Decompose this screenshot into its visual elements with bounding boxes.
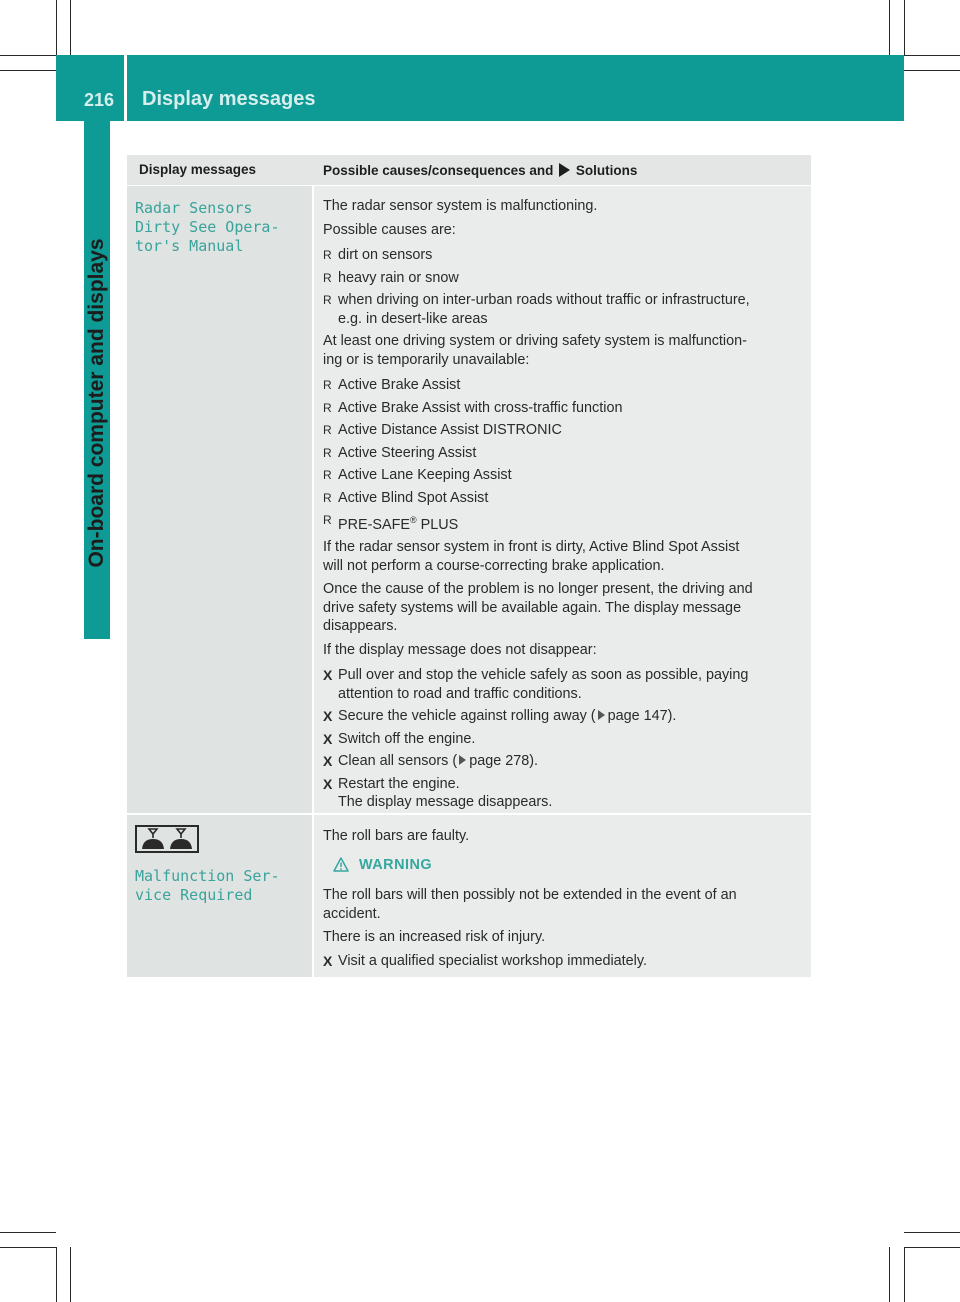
roll-bar-icon bbox=[135, 825, 199, 853]
recovery-note: Once the cause of the problem is no longer present, the driving and drive safety systems will be available again. The display message disappears. bbox=[323, 581, 753, 635]
systems-intro: At least one driving system or driving safety system is malfunction- ing or is temporarily unavailable: bbox=[323, 333, 747, 368]
instruction-step: X Clean all sensors ( page 278). bbox=[323, 753, 538, 770]
message-description bbox=[314, 815, 811, 977]
page-ref-link[interactable]: page 278). bbox=[469, 753, 538, 770]
display-messages-table bbox=[127, 155, 811, 979]
column-header-causes: Possible causes/consequences and bbox=[323, 163, 554, 178]
instruction-step: X Restart the engine. The display message disappears. bbox=[323, 775, 553, 811]
dirty-sensor-note: If the radar sensor system in front is dirty, Active Blind Spot Assist will not perform a course-correcting brake application. bbox=[323, 539, 740, 574]
column-header-solutions bbox=[314, 155, 811, 185]
bullet-icon: R bbox=[323, 400, 332, 415]
side-tab-marker bbox=[84, 584, 110, 639]
step-icon: X bbox=[323, 952, 333, 969]
step-icon: X bbox=[323, 775, 333, 792]
crop-mark bbox=[889, 1247, 890, 1302]
bullet-icon: R bbox=[323, 270, 332, 285]
bullet-icon: R bbox=[323, 248, 332, 262]
list-item: R dirt on sensors bbox=[323, 247, 433, 263]
display-message bbox=[127, 815, 314, 977]
bullet-icon: R bbox=[323, 468, 332, 482]
table-header bbox=[127, 155, 811, 186]
crop-mark bbox=[0, 1232, 56, 1233]
crop-mark bbox=[0, 1247, 56, 1248]
list-item: R Active Lane Keeping Assist bbox=[323, 467, 512, 483]
step-icon: X bbox=[323, 708, 333, 725]
list-item: R Active Distance Assist DISTRONIC bbox=[323, 422, 562, 438]
crop-mark bbox=[70, 0, 71, 55]
message-line: Dirty See Opera‐ bbox=[135, 218, 280, 236]
warning-heading bbox=[333, 856, 803, 875]
message-line: tor's Manual bbox=[135, 237, 244, 255]
crop-mark bbox=[904, 0, 905, 55]
display-message bbox=[127, 186, 314, 813]
column-header-solutions-label: Solutions bbox=[575, 163, 638, 178]
header-divider bbox=[124, 55, 127, 121]
list-item: R heavy rain or snow bbox=[323, 269, 459, 286]
list-item: R Active Blind Spot Assist bbox=[323, 489, 489, 506]
page-number: 216 bbox=[84, 90, 115, 110]
bullet-icon: R bbox=[323, 293, 332, 307]
crop-mark bbox=[904, 70, 960, 71]
instruction-step: X Secure the vehicle against rolling away ( page 147). bbox=[323, 708, 677, 725]
crop-mark bbox=[0, 70, 56, 71]
step-icon: X bbox=[323, 753, 333, 770]
persist-note: If the display message does not disappear: bbox=[323, 641, 597, 658]
crop-mark bbox=[904, 1247, 905, 1302]
intro-text: The radar sensor system is malfunctioning. bbox=[323, 198, 598, 214]
crop-mark bbox=[889, 0, 890, 55]
message-line: Radar Sensors bbox=[135, 199, 253, 217]
bullet-icon: R bbox=[323, 513, 332, 527]
bullet-icon: R bbox=[323, 423, 332, 437]
step-icon: X bbox=[323, 667, 333, 684]
chapter-label: On-board computer and displays bbox=[85, 238, 108, 568]
page-ref-icon bbox=[459, 755, 466, 765]
page-title: Display messages bbox=[142, 88, 316, 110]
list-item: R Active Steering Assist bbox=[323, 444, 477, 461]
crop-mark bbox=[904, 55, 960, 56]
crop-mark bbox=[70, 1247, 71, 1302]
list-item: R Active Brake Assist with cross-traffic function bbox=[323, 399, 623, 416]
message-description bbox=[314, 186, 811, 813]
intro-text: The roll bars are faulty. bbox=[323, 828, 470, 844]
crop-mark bbox=[56, 1247, 57, 1302]
bullet-icon: R bbox=[323, 378, 332, 392]
bullet-icon: R bbox=[323, 490, 332, 505]
list-item: R Active Brake Assist bbox=[323, 377, 461, 393]
warning-label: WARNING bbox=[359, 856, 433, 873]
step-icon: X bbox=[323, 730, 333, 747]
crop-mark bbox=[904, 1247, 960, 1248]
risk-text: There is an increased risk of injury. bbox=[323, 929, 546, 945]
column-header-messages: Display messages bbox=[139, 162, 257, 177]
message-line: Malfunction Ser‐ bbox=[135, 867, 280, 885]
instruction-step: X Visit a qualified specialist workshop immediately. bbox=[323, 952, 648, 969]
table-row bbox=[127, 186, 811, 815]
crop-mark bbox=[904, 1232, 960, 1233]
crop-mark bbox=[0, 55, 56, 56]
page-ref-icon bbox=[598, 710, 605, 720]
causes-label: Possible causes are: bbox=[323, 221, 456, 238]
bullet-icon: R bbox=[323, 445, 332, 460]
table-row bbox=[127, 815, 811, 979]
list-item: R PRE-SAFE® PLUS bbox=[323, 513, 459, 533]
list-item: R when driving on inter-urban roads without traffic or infrastructure, e.g. in desert-like areas bbox=[323, 292, 750, 327]
message-line: vice Required bbox=[135, 886, 253, 904]
instruction-step: X Pull over and stop the vehicle safely as soon as possible, paying attention to road and traffic conditions. bbox=[323, 667, 749, 702]
instruction-step: X Switch off the engine. bbox=[323, 730, 476, 747]
warning-icon bbox=[333, 857, 349, 872]
warning-text: The roll bars will then possibly not be extended in the event of an accident. bbox=[323, 887, 737, 922]
page-ref-link[interactable]: page 147). bbox=[607, 708, 677, 725]
step-arrow-icon bbox=[559, 163, 570, 177]
crop-mark bbox=[56, 0, 57, 55]
